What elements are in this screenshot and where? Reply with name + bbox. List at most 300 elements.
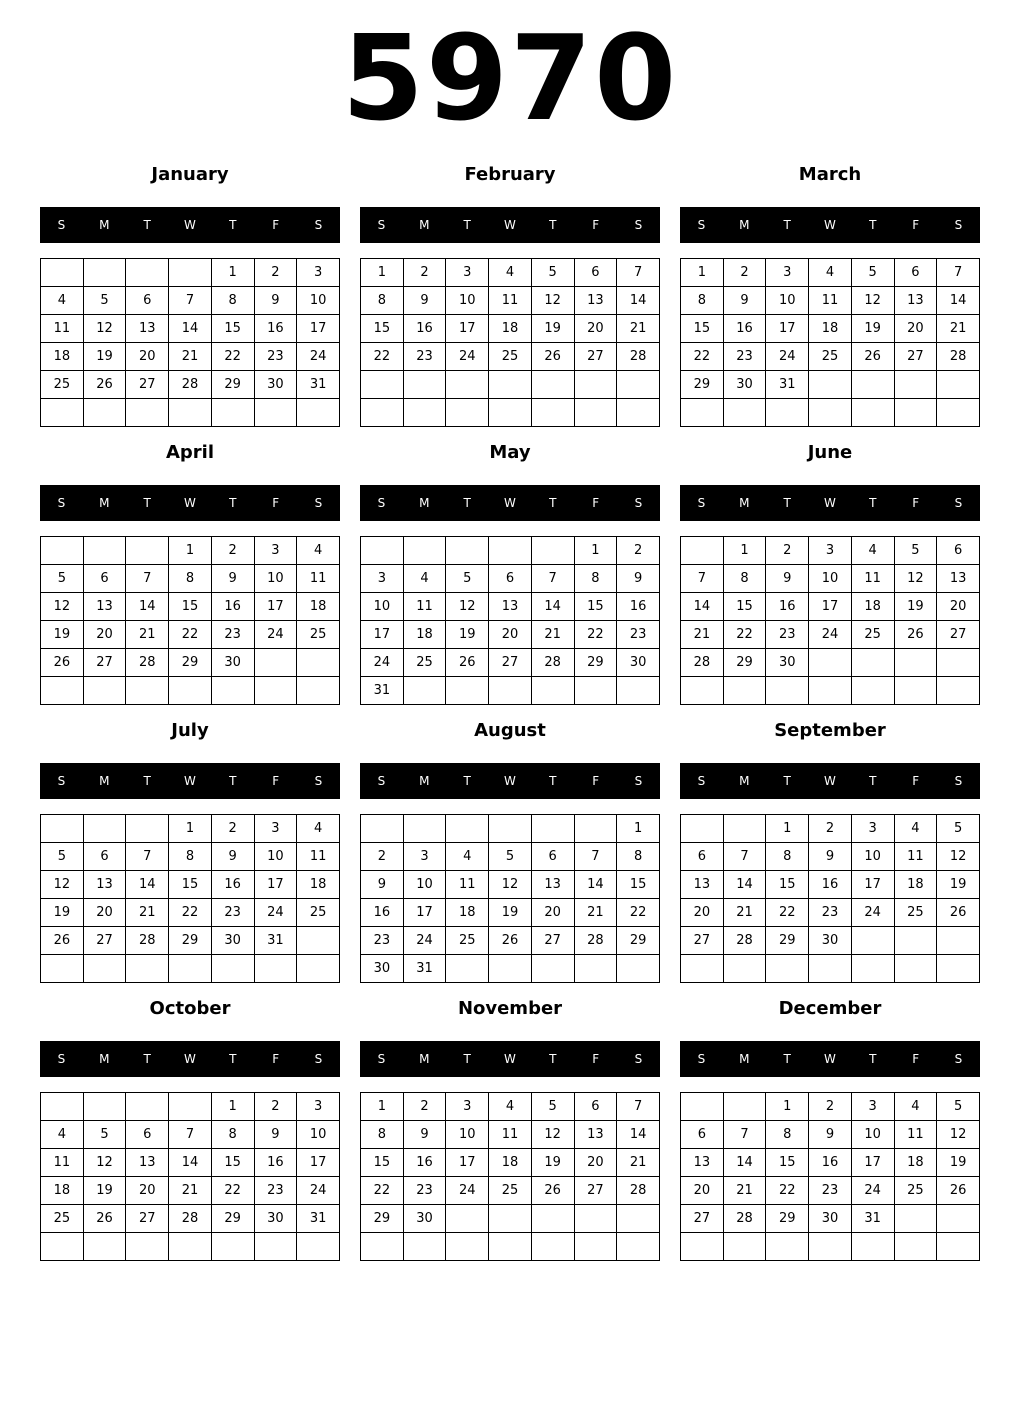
day-cell [809,399,852,427]
weekday-header [680,763,980,799]
day-cell [937,399,980,427]
day-cell: 12 [531,1121,574,1149]
day-cell: 28 [723,1205,766,1233]
day-cell [126,537,169,565]
day-cell: 2 [361,843,404,871]
day-cell: 15 [766,1149,809,1177]
day-cell [126,399,169,427]
day-grid [680,1092,980,1261]
day-cell: 18 [41,343,84,371]
day-cell [937,371,980,399]
week-row [361,1205,660,1233]
day-cell: 27 [937,621,980,649]
day-cell: 25 [403,649,446,677]
day-cell: 26 [83,371,126,399]
day-cell: 15 [723,593,766,621]
day-cell: 24 [809,621,852,649]
day-cell [126,1093,169,1121]
day-cell: 17 [297,315,340,343]
day-cell: 25 [446,927,489,955]
day-cell [937,677,980,705]
weekday-label: W [184,496,196,510]
weekday-label: W [824,1052,836,1066]
day-cell [297,677,340,705]
day-cell: 22 [169,899,212,927]
day-cell: 7 [937,259,980,287]
day-cell: 7 [617,259,660,287]
day-cell: 26 [446,649,489,677]
day-cell: 19 [83,343,126,371]
day-cell: 7 [574,843,617,871]
day-cell: 14 [531,593,574,621]
day-cell: 25 [851,621,894,649]
day-cell: 17 [254,871,297,899]
week-row [361,927,660,955]
month-name: March [798,164,862,185]
weekday-label: T [463,774,471,788]
day-cell: 16 [617,593,660,621]
day-cell [617,955,660,983]
day-cell [41,1093,84,1121]
week-row [681,537,980,565]
week-row [361,565,660,593]
day-cell: 25 [809,343,852,371]
day-cell: 17 [809,593,852,621]
weekday-label: T [143,774,151,788]
day-cell: 31 [851,1205,894,1233]
day-cell [723,1093,766,1121]
day-cell: 8 [169,565,212,593]
day-cell: 28 [126,649,169,677]
day-cell: 8 [211,1121,254,1149]
day-cell [126,955,169,983]
day-cell: 26 [851,343,894,371]
weekday-label: F [592,774,600,788]
day-cell: 30 [617,649,660,677]
day-cell [361,1233,404,1261]
day-cell: 5 [894,537,937,565]
day-cell: 27 [83,927,126,955]
week-row [681,621,980,649]
day-cell [489,371,532,399]
day-cell: 15 [169,871,212,899]
day-cell: 8 [361,287,404,315]
day-cell: 28 [574,927,617,955]
week-row [41,1121,340,1149]
day-cell: 21 [617,1149,660,1177]
day-cell: 15 [766,871,809,899]
day-cell: 11 [809,287,852,315]
weekday-label: T [869,218,877,232]
day-cell [851,399,894,427]
day-cell: 1 [723,537,766,565]
day-cell: 7 [617,1093,660,1121]
day-cell: 6 [894,259,937,287]
day-cell: 21 [617,315,660,343]
day-cell: 14 [723,1149,766,1177]
day-cell: 23 [211,621,254,649]
week-row [681,343,980,371]
day-cell: 27 [681,1205,724,1233]
day-cell: 26 [531,343,574,371]
day-cell [446,537,489,565]
weekday-label: M [419,218,430,232]
day-cell: 8 [211,287,254,315]
weekday-header [40,207,340,243]
day-cell: 15 [169,593,212,621]
day-cell: 2 [403,259,446,287]
day-cell: 26 [937,899,980,927]
day-cell [617,371,660,399]
day-cell: 13 [574,287,617,315]
weekday-header [680,207,980,243]
day-cell: 18 [894,1149,937,1177]
weekday-header [40,763,340,799]
day-cell: 19 [894,593,937,621]
day-cell: 7 [169,1121,212,1149]
week-row [681,649,980,677]
day-cell: 4 [446,843,489,871]
day-cell [894,677,937,705]
day-cell: 2 [254,259,297,287]
day-cell: 16 [809,1149,852,1177]
week-row [681,287,980,315]
day-cell [574,1205,617,1233]
week-row [41,955,340,983]
day-cell [531,815,574,843]
week-row [41,287,340,315]
week-row [41,1177,340,1205]
week-row [681,1149,980,1177]
day-cell [169,259,212,287]
day-cell: 28 [723,927,766,955]
day-cell: 8 [574,565,617,593]
weekday-label: M [419,774,430,788]
day-cell: 7 [681,565,724,593]
day-cell: 9 [361,871,404,899]
week-row [361,649,660,677]
day-cell [723,1233,766,1261]
day-cell: 3 [766,259,809,287]
day-cell: 30 [254,1205,297,1233]
day-cell [937,955,980,983]
day-cell [766,677,809,705]
day-cell: 23 [617,621,660,649]
day-cell: 10 [254,565,297,593]
weekday-label: W [504,218,516,232]
day-cell: 8 [766,843,809,871]
weekday-label: F [592,496,600,510]
day-cell [361,371,404,399]
week-row [41,1149,340,1177]
weekday-label: F [912,774,920,788]
day-cell [41,1233,84,1261]
day-cell: 4 [489,259,532,287]
day-cell [403,371,446,399]
day-cell: 16 [403,1149,446,1177]
week-row [681,371,980,399]
week-row [681,1233,980,1261]
day-cell: 17 [297,1149,340,1177]
day-cell [574,1233,617,1261]
day-cell: 20 [681,1177,724,1205]
day-cell [894,399,937,427]
day-cell: 16 [211,593,254,621]
weekday-label: S [954,218,963,232]
week-row [41,815,340,843]
day-cell: 22 [617,899,660,927]
day-cell [403,815,446,843]
day-cell: 2 [211,537,254,565]
day-cell: 9 [254,1121,297,1149]
day-cell [681,1233,724,1261]
weekday-label: T [549,1052,557,1066]
day-cell: 16 [361,899,404,927]
weekday-label: T [869,774,877,788]
day-cell: 23 [403,343,446,371]
day-cell: 4 [403,565,446,593]
day-cell [254,955,297,983]
day-cell: 26 [489,927,532,955]
weekday-label: M [99,496,110,510]
week-row [41,621,340,649]
day-cell: 5 [41,843,84,871]
day-cell: 9 [254,287,297,315]
day-cell: 5 [446,565,489,593]
day-cell [169,1093,212,1121]
month-name: August [474,720,546,741]
weekday-label: T [143,218,151,232]
day-cell: 7 [126,565,169,593]
day-cell [297,927,340,955]
day-cell [169,399,212,427]
day-cell: 27 [574,1177,617,1205]
day-cell: 1 [169,537,212,565]
day-cell [809,677,852,705]
day-cell: 20 [489,621,532,649]
day-cell: 4 [809,259,852,287]
day-cell: 29 [766,1205,809,1233]
weekday-label: S [697,496,706,510]
day-cell: 7 [723,843,766,871]
day-cell: 6 [126,287,169,315]
weekday-label: S [634,1052,643,1066]
day-cell: 20 [531,899,574,927]
day-cell [211,1233,254,1261]
day-cell: 6 [681,1121,724,1149]
day-cell: 27 [574,343,617,371]
day-cell: 4 [894,1093,937,1121]
day-cell: 1 [681,259,724,287]
day-cell: 4 [41,1121,84,1149]
day-cell: 18 [446,899,489,927]
day-cell [574,955,617,983]
day-cell: 26 [41,649,84,677]
day-cell: 30 [809,927,852,955]
weekday-header [360,1041,660,1077]
day-cell: 18 [851,593,894,621]
day-cell: 2 [211,815,254,843]
week-row [361,1177,660,1205]
day-cell [766,955,809,983]
weekday-label: W [824,496,836,510]
day-cell: 18 [297,593,340,621]
day-cell: 21 [126,899,169,927]
day-cell: 8 [766,1121,809,1149]
day-cell [361,537,404,565]
day-cell: 28 [169,371,212,399]
day-cell: 3 [254,537,297,565]
day-cell: 28 [937,343,980,371]
day-cell [83,259,126,287]
day-cell: 12 [894,565,937,593]
month-name: December [778,998,882,1019]
month-name: April [165,442,215,463]
weekday-label: M [99,218,110,232]
day-grid [360,536,660,705]
day-cell: 24 [766,343,809,371]
weekday-label: S [954,496,963,510]
weekday-header [40,485,340,521]
day-cell [83,815,126,843]
weekday-label: S [954,1052,963,1066]
day-cell [446,815,489,843]
week-row [361,1149,660,1177]
day-cell: 18 [297,871,340,899]
day-cell: 13 [937,565,980,593]
day-cell [361,815,404,843]
day-cell: 23 [403,1177,446,1205]
weekday-label: W [184,1052,196,1066]
day-cell: 4 [297,537,340,565]
day-cell: 8 [617,843,660,871]
weekday-label: W [824,774,836,788]
week-row [41,343,340,371]
day-cell [41,537,84,565]
day-cell: 15 [574,593,617,621]
weekday-label: S [634,218,643,232]
week-row [681,259,980,287]
day-cell [211,399,254,427]
day-cell [574,815,617,843]
month-name: November [457,998,563,1019]
day-cell: 17 [851,871,894,899]
day-grid [360,814,660,983]
day-cell [531,399,574,427]
weekday-label: T [783,774,791,788]
day-cell: 19 [531,1149,574,1177]
day-cell [851,955,894,983]
day-cell: 11 [41,315,84,343]
day-cell [83,537,126,565]
day-cell [766,399,809,427]
day-cell: 3 [297,259,340,287]
week-row [681,1205,980,1233]
day-cell: 26 [41,927,84,955]
day-cell: 14 [617,1121,660,1149]
day-cell: 22 [723,621,766,649]
week-row [361,843,660,871]
day-cell: 4 [489,1093,532,1121]
day-cell: 22 [766,1177,809,1205]
day-cell: 11 [446,871,489,899]
day-cell: 20 [574,1149,617,1177]
day-cell: 12 [446,593,489,621]
day-cell: 30 [403,1205,446,1233]
week-row [361,287,660,315]
day-cell [169,677,212,705]
day-cell [531,955,574,983]
day-cell: 31 [766,371,809,399]
day-cell [41,815,84,843]
weekday-label: W [184,774,196,788]
day-cell: 11 [297,565,340,593]
weekday-label: S [697,774,706,788]
weekday-label: M [739,496,750,510]
day-grid [40,258,340,427]
day-grid [680,536,980,705]
day-cell: 13 [126,1149,169,1177]
weekday-label: W [184,218,196,232]
day-cell: 25 [41,371,84,399]
day-grid [360,1092,660,1261]
week-row [681,955,980,983]
day-cell [937,1233,980,1261]
weekday-label: T [783,496,791,510]
day-cell [83,955,126,983]
day-cell: 27 [126,371,169,399]
week-row [41,593,340,621]
day-cell [937,1205,980,1233]
day-cell: 27 [681,927,724,955]
weekday-label: S [314,774,323,788]
day-cell [126,259,169,287]
day-cell: 3 [809,537,852,565]
day-cell: 24 [851,1177,894,1205]
day-cell: 5 [937,1093,980,1121]
weekday-label: T [229,496,237,510]
day-cell: 20 [126,343,169,371]
day-cell: 11 [894,843,937,871]
weekday-label: S [377,218,386,232]
day-cell: 27 [894,343,937,371]
day-cell: 9 [809,1121,852,1149]
day-cell: 21 [169,1177,212,1205]
day-cell [41,677,84,705]
day-cell: 10 [766,287,809,315]
day-cell [681,537,724,565]
month-name: October [149,998,231,1019]
day-cell: 4 [894,815,937,843]
day-cell: 31 [254,927,297,955]
day-cell: 27 [126,1205,169,1233]
week-row [361,621,660,649]
day-cell [894,955,937,983]
day-cell: 10 [446,1121,489,1149]
day-cell: 9 [809,843,852,871]
day-cell [489,399,532,427]
weekday-label: S [57,1052,66,1066]
week-row [41,871,340,899]
day-cell [254,649,297,677]
day-cell [723,815,766,843]
day-cell [851,1233,894,1261]
day-cell [446,677,489,705]
month-name: September [774,720,886,741]
day-cell: 26 [83,1205,126,1233]
week-row [41,1233,340,1261]
day-cell: 22 [211,1177,254,1205]
